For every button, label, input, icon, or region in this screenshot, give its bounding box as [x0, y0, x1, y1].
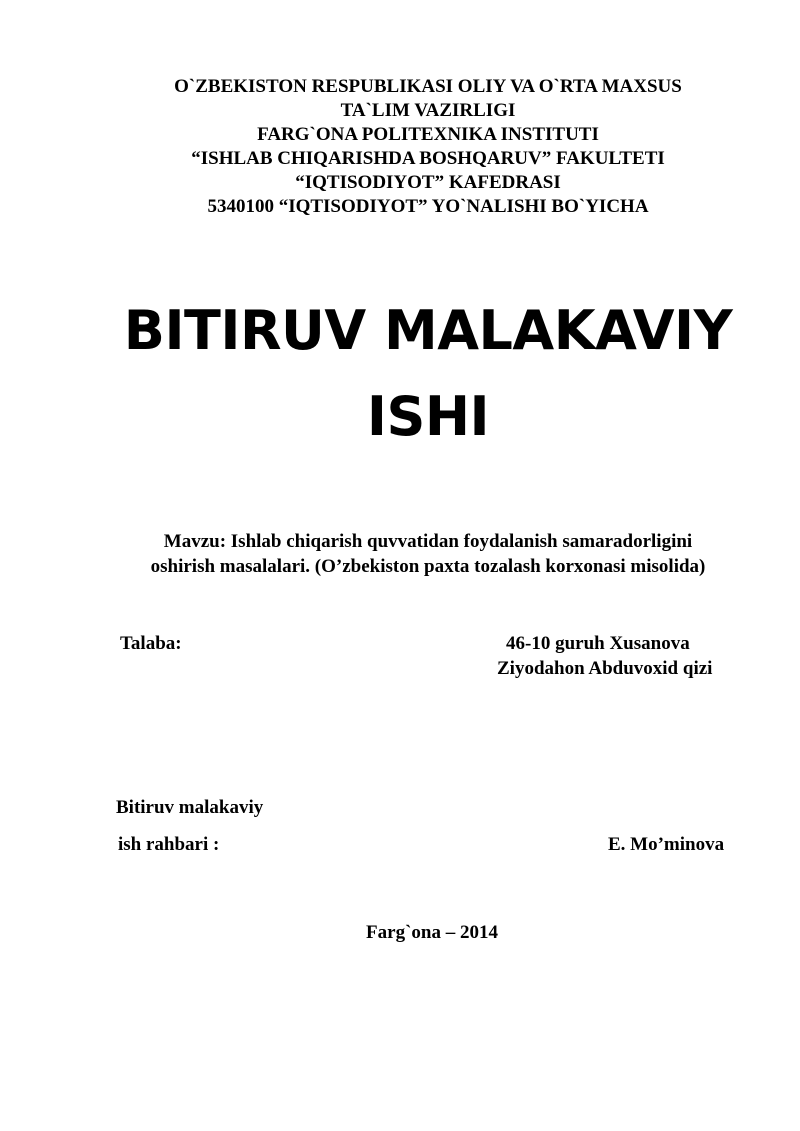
ministry-line-1: O`ZBEKISTON RESPUBLIKASI OLIY VA O`RTA MAXSUS: [174, 76, 682, 97]
thesis-topic-line-1: Mavzu: Ishlab chiqarish quvvatidan foydalanish samaradorligini: [163, 531, 693, 552]
institute-name: FARG`ONA POLITEXNIKA INSTITUTI: [257, 124, 599, 145]
institution-header: [0, 75, 800, 219]
thesis-topic-line-2: oshirish masalalari. (O’zbekiston paxta tozalash korxonasi misolida): [150, 556, 706, 577]
faculty-name: “ISHLAB CHIQARISHDA BOSHQARUV” FAKULTETI: [191, 148, 665, 169]
supervisor-label-line-1: Bitiruv malakaviy: [116, 797, 264, 818]
supervisor-label-line-2: ish rahbari :: [118, 834, 220, 855]
supervisor-name: E. Mo’minova: [608, 834, 725, 855]
department-name: “IQTISODIYOT” KAFEDRASI: [295, 172, 561, 193]
document-title-line-1: BITIRUV MALAKAVIY: [123, 299, 733, 362]
student-name-line-1: 46-10 guruh Xusanova: [506, 633, 690, 654]
place-and-year: Farg`ona – 2014: [366, 922, 498, 943]
thesis-topic: [0, 529, 800, 579]
student-label: Talaba:: [120, 633, 182, 654]
document-title-line-2: ISHI: [366, 385, 490, 448]
document-title: [0, 288, 800, 460]
specialty-line: 5340100 “IQTISODIYOT” YO`NALISHI BO`YICHA: [207, 196, 649, 217]
ministry-line-2: TA`LIM VAZIRLIGI: [340, 100, 516, 121]
student-name-line-2: Ziyodahon Abduvoxid qizi: [497, 658, 713, 679]
